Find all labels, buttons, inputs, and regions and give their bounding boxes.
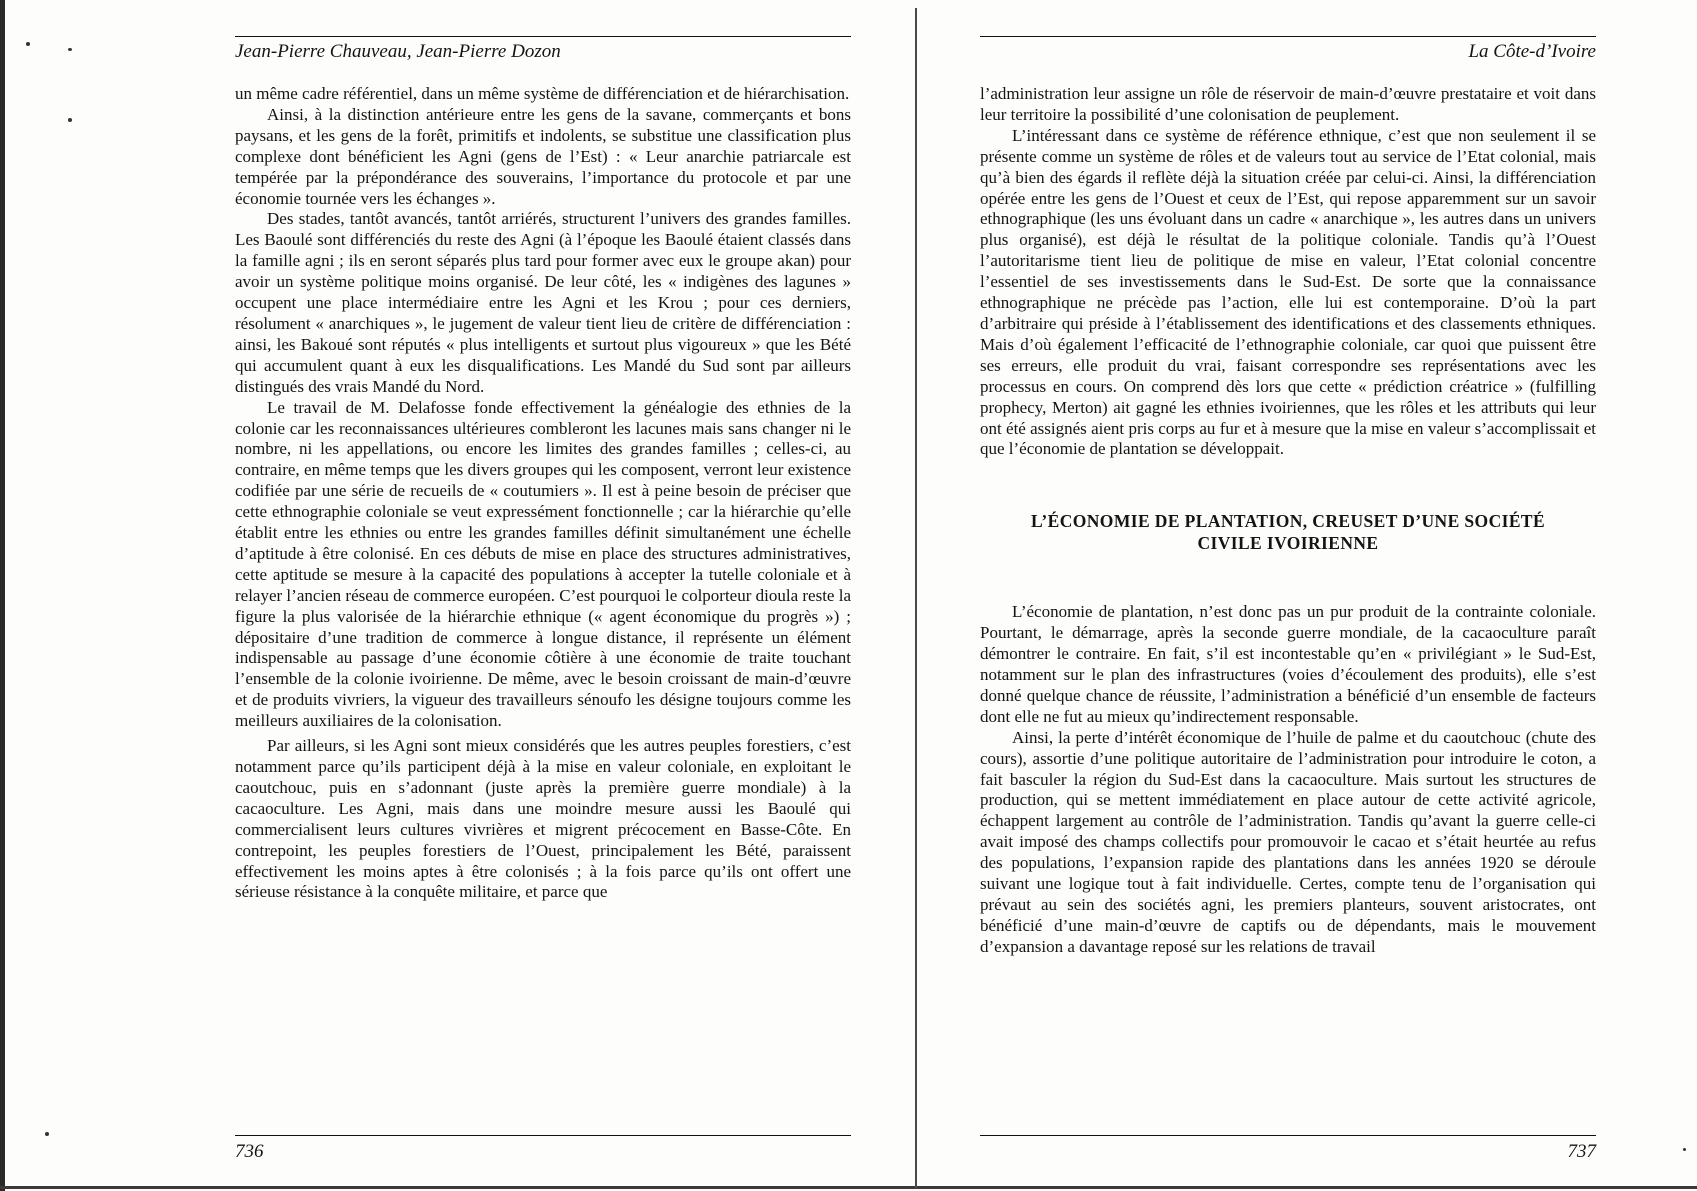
right-page-body	[980, 84, 1596, 958]
section-heading	[980, 510, 1596, 554]
scan-edge-left	[0, 0, 5, 1191]
page-number: 736	[235, 1141, 264, 1162]
right-page	[980, 32, 1596, 1162]
section-heading-line-1: L’ÉCONOMIE DE PLANTATION, CREUSET D’UNE SOCIÉTÉ	[1030, 511, 1546, 532]
paragraph: Des stades, tantôt avancés, tantôt arriérés, structurent l’univers des grandes familles. Les Baoulé sont différenciés du reste des Agni (à l’époque les Baoulé étaient classés dans la famille agni ; ils en seront séparés plus tard pour former avec eux le groupe akan) pour avoir un système politique moins organisé. De leur côté, les « indigènes des lagunes » occupent une place intermédiaire entre les Agni et les Krou ; pour ces derniers, résolument « anarchiques », le jugement de valeur tient lieu de critère de différenciation : ainsi, les Bakoué sont réputés « plus intelligents et surtout plus vigoureux » que les Bété qui accumulent quant à eux les disqualifications. Les Mandé du Sud sont par ailleurs distingués des vrais Mandé du Nord.	[235, 209, 851, 396]
paragraph: L’économie de plantation, n’est donc pas un pur produit de la contrainte coloniale. Pourtant, le démarrage, après la seconde guerre mondiale, de la cacaoculture paraît démontrer le contraire. En fait, s’il est incontestable qu’en « privilégiant » le Sud-Est, notamment sur le plan des infrastructures (voies d’écoulement des produits), elle s’est donné quelque chance de réussite, l’administration a bénéficié d’un ensemble de facteurs dont elle ne fut au mieux qu’indirectement responsable.	[980, 602, 1596, 726]
running-head-title: La Côte-d’Ivoire	[1468, 41, 1596, 62]
paragraph: Par ailleurs, si les Agni sont mieux considérés que les autres peuples forestiers, c’est notamment parce qu’ils participent déjà à la mise en valeur coloniale, en exploitant le caoutchouc, puis en s’adonnant (juste après la première guerre mondiale) à la cacaoculture. Les Agni, mais dans une moindre mesure aussi les Baoulé qui commercialisent leurs cultures vivrières et migrent précocement en Basse-Côte. En contrepoint, les peuples forestiers de l’Ouest, principalement les Bété, paraissent effectivement les moins aptes à être colonisés ; à la fois parce qu’ils ont offert une sérieuse résistance à la conquête militaire, et parce que	[235, 736, 851, 902]
section-heading-line-2: CIVILE IVOIRIENNE	[1197, 533, 1379, 554]
scan-edge-bottom	[0, 1186, 1697, 1189]
scan-speck	[68, 48, 72, 51]
header-rule	[235, 36, 851, 37]
left-page-body	[235, 84, 851, 903]
paragraph: Ainsi, à la distinction antérieure entre les gens de la savane, commerçants et bons paysans, et les gens de la forêt, primitifs et indolents, se substitue une classification plus complexe dont bénéficient les Agni (gens de l’Est) : « Leur anarchie patriarcale est tempérée par la prépondérance des souverains, l’importance du protocole et par une économie tournée vers les échanges ».	[235, 104, 851, 208]
scan-speck	[1683, 1148, 1686, 1151]
paragraph: L’intéressant dans ce système de référence ethnique, c’est que non seulement il se présente comme un système de rôles et de valeurs tout au service de l’Etat colonial, mais qu’à bien des égards il reflète déjà la situation créée par celui-ci. Ainsi, la différenciation opérée entre les gens de l’Ouest et ceux de l’Est, qui repose apparemment sur un savoir ethnographique (les uns évoluant dans un cadre « anarchique », les autres dans un univers plus organisé), est déjà le résultat de la politique coloniale. Tandis qu’à l’Ouest l’autoritarisme tient lieu de politique de mise en valeur, l’Etat colonial concentre l’essentiel de ses investissements dans le Sud-Est. De sorte que la connaissance ethnographique ne précède pas l’action, elle lui est contemporaine. D’où la part d’arbitraire qui préside à l’établissement des identifications et des classements ethniques. Mais d’où également l’efficacité de l’ethnographie coloniale, car quoi que puissent être ses erreurs, elle produit du vrai, faisant correspondre ses représentations avec les processus en cours. On comprend dès lors que cette « prédiction créatrice » (fulfilling prophecy, Merton) ait gagné les ethnies ivoiriennes, que les rôles et les attributs qui leur ont été assignés aient pris corps au fur et à mesure que la mise en valeur s’accomplissait et que l’économie de plantation se développait.	[980, 125, 1596, 459]
left-page	[235, 32, 851, 1162]
page-number: 737	[1567, 1141, 1596, 1162]
paragraph: l’administration leur assigne un rôle de réservoir de main-d’œuvre prestataire et voit dans leur territoire la possibilité d’une colonisation de peuplement.	[980, 84, 1596, 124]
running-head-authors: Jean-Pierre Chauveau, Jean-Pierre Dozon	[235, 41, 561, 62]
header-rule	[980, 36, 1596, 37]
scan-speck	[26, 42, 30, 46]
paragraph: Le travail de M. Delafosse fonde effectivement la généalogie des ethnies de la colonie car les reconnaissances ultérieures combleront les lacunes mais sans changer ni le nombre, ni les appellations, ou encore les limites des grandes familles ; celles-ci, au contraire, en même temps que les divers groupes qui les composent, verront leur existence codifiée par une série de recueils de « coutumiers ». Il est à peine besoin de préciser que cette ethnographie coloniale se veut expressément fonctionnelle ; car la hiérarchie qu’elle établit entre les ethnies ou entre les grandes familles définit simultanément une échelle d’aptitude à être colonisé. En ces débuts de mise en place des structures administratives, cette aptitude se mesure à la capacité des populations à accepter la tutelle coloniale et à relayer l’ancien réseau de commerce européen. C’est pourquoi le colporteur dioula reste la figure la plus valorisée de la hiérarchie ethnique (« agent économique du progrès ») ; dépositaire d’une tradition de commerce à longue distance, il représente un élément indispensable au passage d’une économie côtière à une économie de traite touchant l’ensemble de la colonie ivoirienne. De même, avec le besoin croissant de main-d’œuvre et de produits vivriers, la vigueur des travailleurs sénoufo les désigne toujours comme les meilleurs auxiliaires de la colonisation.	[235, 397, 851, 731]
scan-speck	[68, 118, 72, 122]
footer-rule	[980, 1135, 1596, 1136]
scan-speck	[45, 1132, 49, 1136]
paragraph: Ainsi, la perte d’intérêt économique de l’huile de palme et du caoutchouc (chute des cours), assortie d’une politique autoritaire de l’administration pour introduire le coton, a fait basculer la région du Sud-Est dans la cacaoculture. Mais surtout les structures de production, qui se mettent immédiatement en place autour de cette activité agricole, échappent largement au contrôle de l’administration. Tandis qu’avant la guerre celle-ci avait imposé des champs collectifs pour promouvoir le cacao et s’était heurtée au refus des populations, l’expansion rapide des plantations dans les années 1920 se déroule suivant une logique tout à fait individuelle. Certes, compte tenu de l’organisation qui prévaut au sein des sociétés agni, les premiers planteurs, souvent aristocrates, ont bénéficié d’une main-d’œuvre de captifs ou de dépendants, mais le mouvement d’expansion a davantage reposé sur les relations de travail	[980, 727, 1596, 956]
footer-rule	[235, 1135, 851, 1136]
book-gutter	[915, 8, 917, 1188]
paragraph: un même cadre référentiel, dans un même système de différenciation et de hiérarchisation.	[235, 84, 850, 103]
